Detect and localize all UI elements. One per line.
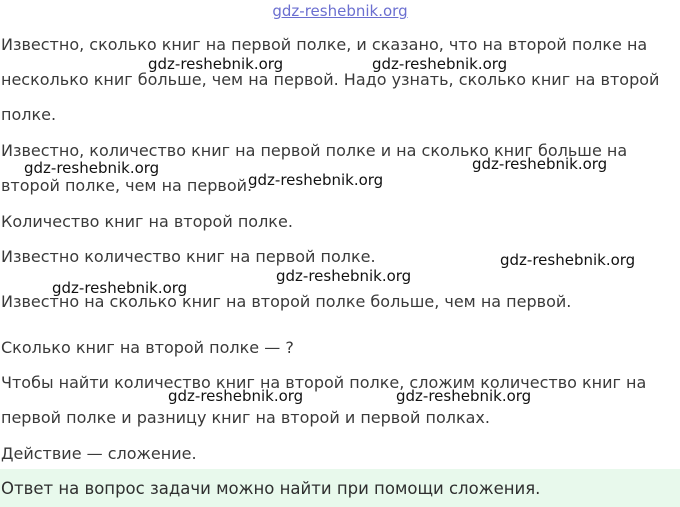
text-line: полке. (1, 105, 57, 124)
watermark-text: gdz-reshebnik.org (168, 387, 304, 405)
text-line: Количество книг на второй полке. (1, 212, 293, 231)
paragraph-solution (1, 365, 677, 435)
watermark-text: gdz-reshebnik.org (148, 55, 284, 73)
paragraph-unknown (1, 204, 677, 239)
watermark-text: gdz-reshebnik.org (472, 155, 608, 173)
watermark-text: gdz-reshebnik.org (52, 279, 188, 297)
watermark-text: gdz-reshebnik.org (396, 387, 532, 405)
watermark-text: gdz-reshebnik.org (276, 267, 412, 285)
site-watermark-link[interactable]: gdz-reshebnik.org (272, 2, 408, 20)
text-line: Сколько книг на второй полке — ? (1, 338, 294, 357)
text-line: Чтобы найти количество книг на второй полке, сложим количество книг на (1, 373, 647, 392)
text-line: второй полке, чем на первой. (1, 176, 253, 195)
text-line: Известно, сколько книг на первой полке, и сказано, что на второй полке на (1, 35, 648, 54)
watermark-text: gdz-reshebnik.org (248, 171, 384, 189)
paragraph-question (1, 330, 677, 365)
text-line: Известно, количество книг на первой полке и на сколько книг больше на (1, 141, 628, 160)
watermark-text: gdz-reshebnik.org (24, 159, 160, 177)
watermark-text: gdz-reshebnik.org (500, 251, 636, 269)
text-line: несколько книг больше, чем на первой. Надо узнать, сколько книг на второй (1, 70, 660, 89)
answer-text: Ответ на вопрос задачи можно найти при помощи сложения. (1, 479, 541, 498)
watermark-text: gdz-reshebnik.org (372, 55, 508, 73)
text-line: первой полке и разницу книг на второй и первой полках. (1, 408, 490, 427)
text-line: Известно на сколько книг на второй полке больше, чем на первой. (1, 292, 572, 311)
text-line: Действие — сложение. (1, 444, 197, 463)
text-line: Известно количество книг на первой полке. (1, 247, 376, 266)
paragraph-operation (1, 436, 677, 471)
paragraph-condition (1, 27, 677, 132)
